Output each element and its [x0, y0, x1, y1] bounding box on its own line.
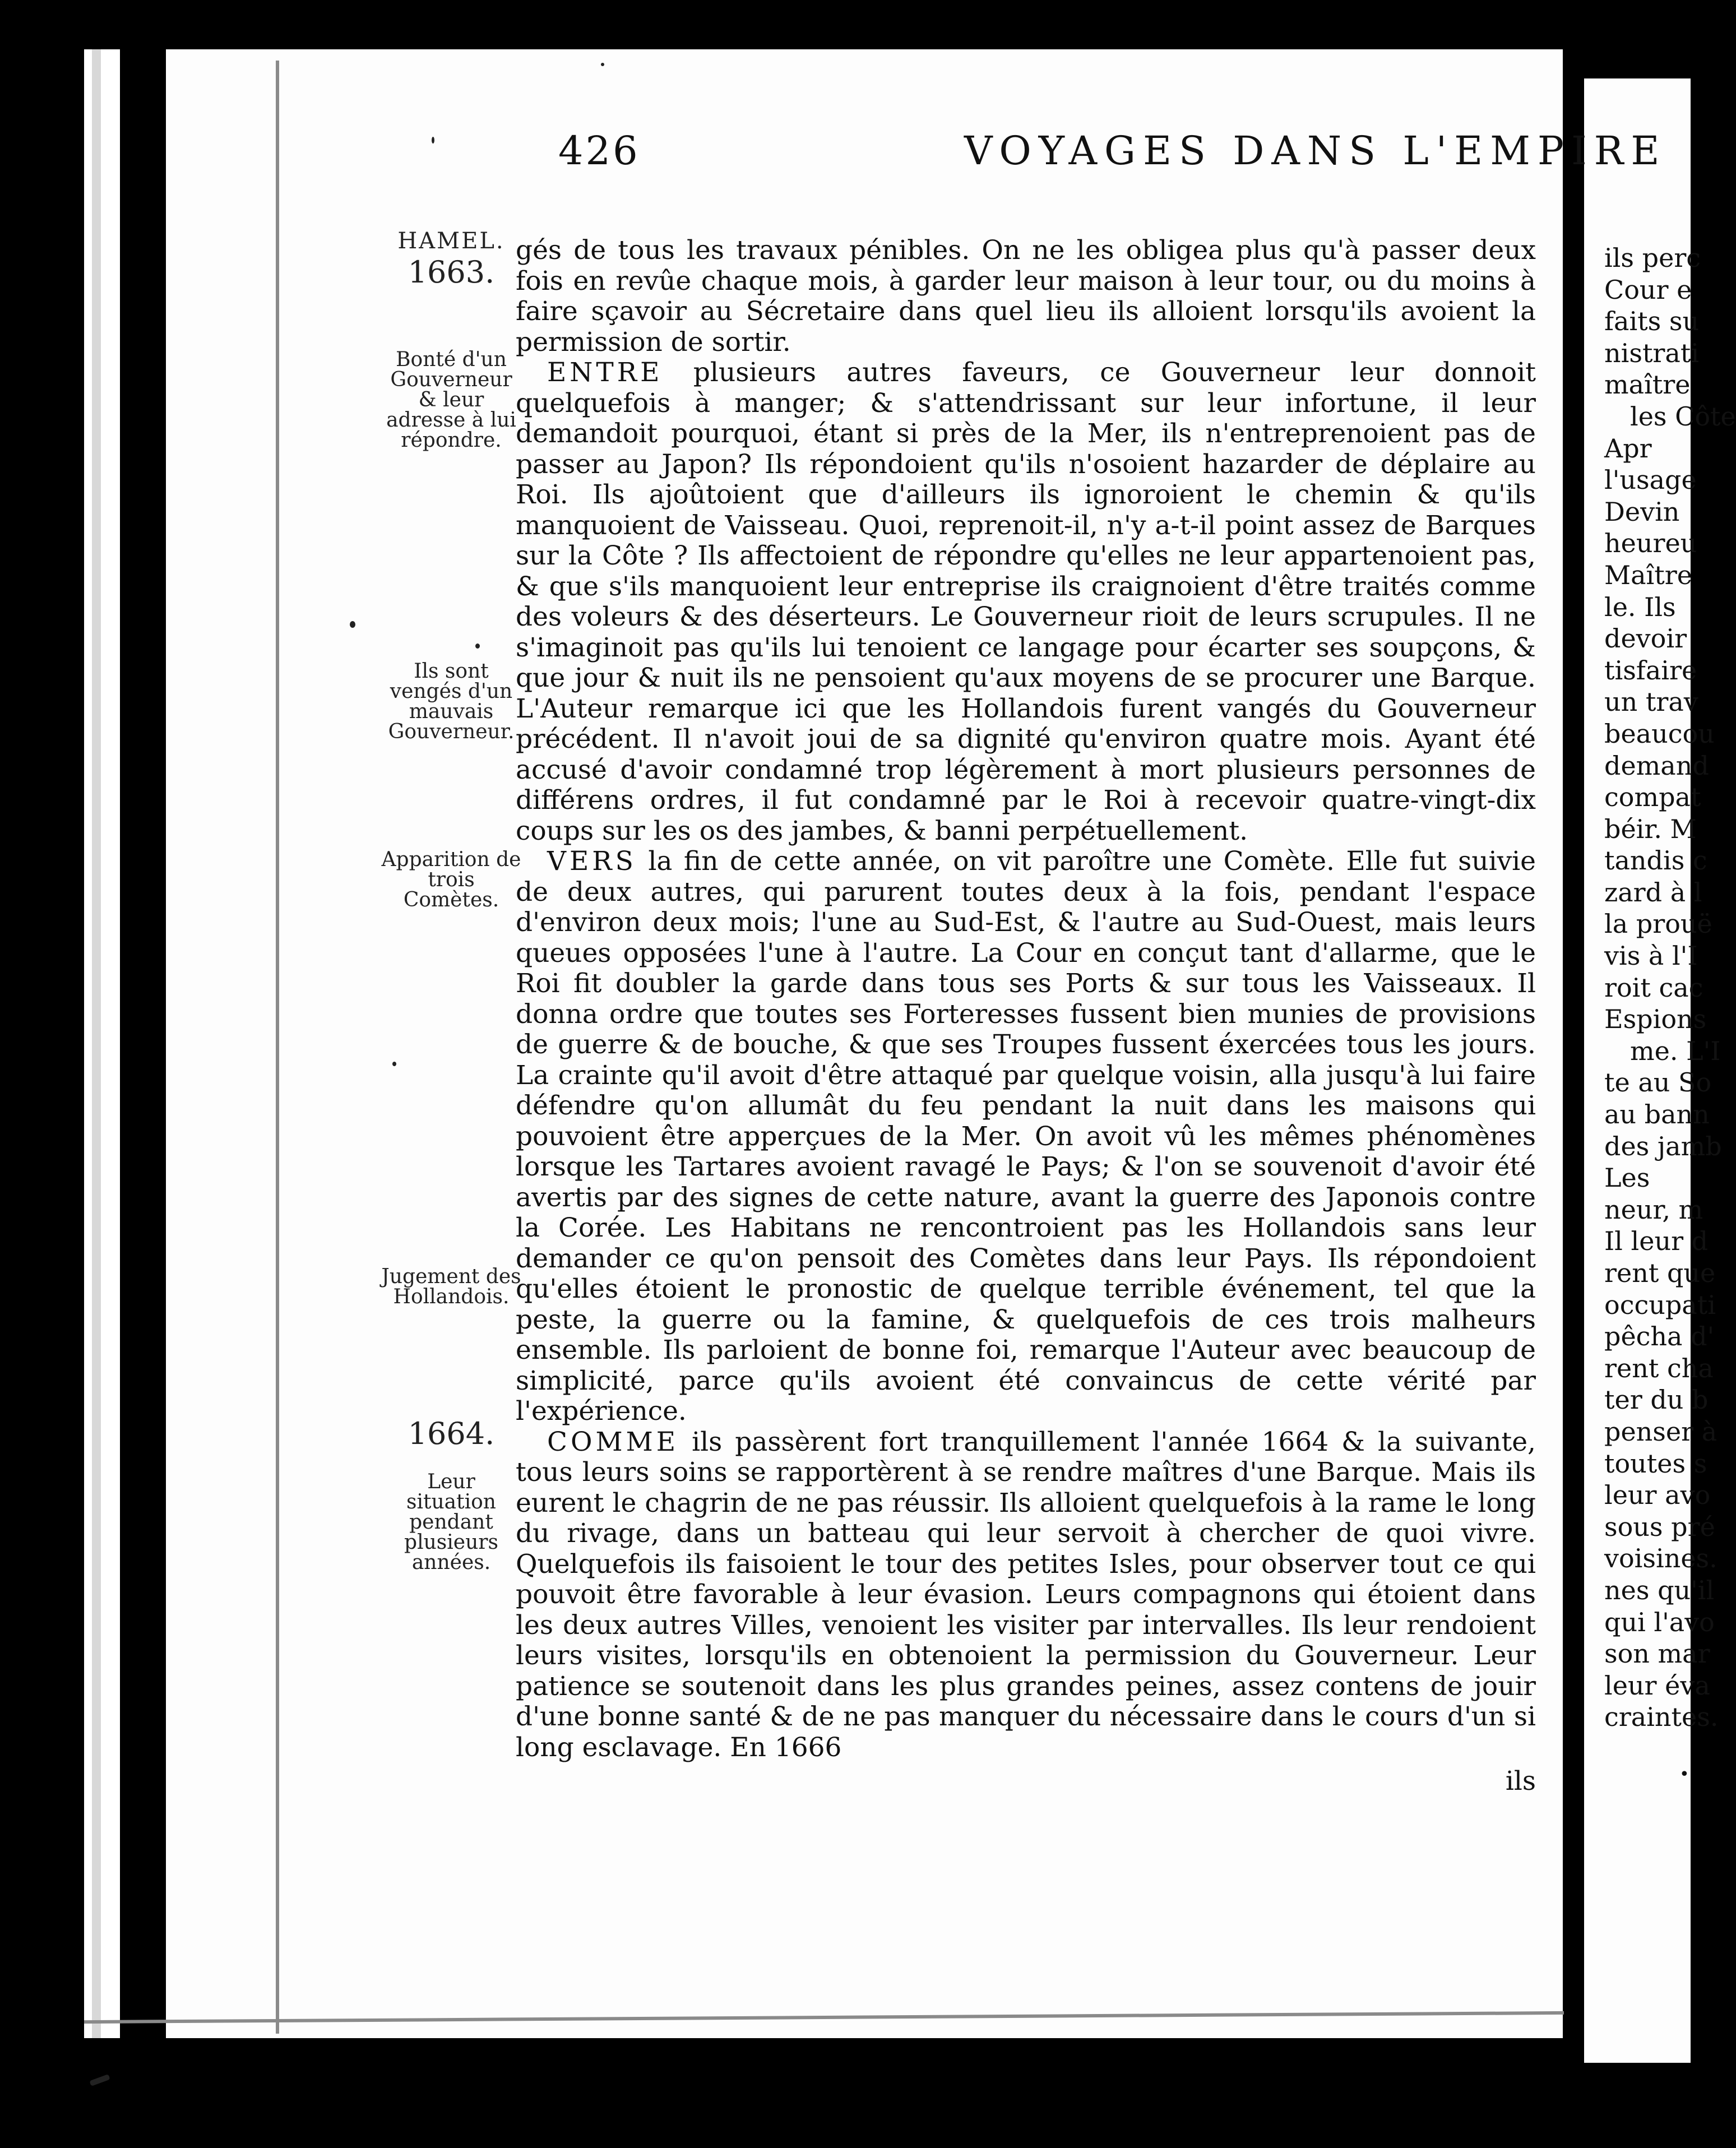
facing-page-line: leur éva: [1604, 1670, 1710, 1701]
margin-note-situation: Leur situation pendant plusieurs années.: [404, 1470, 498, 1574]
facing-page-line: vis à l'I: [1604, 941, 1698, 971]
facing-page-line: un trav: [1604, 687, 1698, 717]
facing-page-line: penser à: [1604, 1416, 1718, 1447]
body-text: [516, 235, 1536, 1797]
facing-page-line: beaucou: [1604, 718, 1715, 749]
facing-page-lines: [1604, 242, 1736, 1733]
facing-page-line: Devin: [1604, 496, 1680, 527]
facing-page-line: Maître: [1604, 559, 1692, 590]
margin-note-jugement: Jugement des Hollandois.: [381, 1265, 521, 1308]
facing-page-line: toutes s: [1604, 1448, 1707, 1479]
ink-speck: [601, 63, 604, 66]
facing-page-line: pêcha d': [1604, 1321, 1715, 1352]
paragraph-4-lead: COMME: [547, 1426, 679, 1457]
ink-speck: [89, 2074, 110, 2086]
facing-page-line: rent cha: [1604, 1353, 1714, 1383]
paragraph-1: gés de tous les travaux pénibles. On ne les obligea plus qu'à passer deux fois en revûe chaque mois, à garder leur maison à leur tour, ou du moins à faire sçavoir au Sécretaire dans quel lieu ils alloient lorsqu'ils avoient la permission de sortir.: [516, 235, 1536, 358]
paragraph-4: [516, 1427, 1536, 1763]
facing-page-line: occupati: [1604, 1289, 1716, 1320]
facing-page-line: nes qu'il: [1604, 1575, 1715, 1605]
facing-page-line: Espions: [1604, 1004, 1707, 1035]
facing-page-line: compat: [1604, 782, 1701, 813]
facing-page-line: tisfaire: [1604, 655, 1697, 686]
margin-note-apparition: Apparition de trois Comètes.: [381, 848, 521, 911]
facing-page-line: le. Ils: [1604, 591, 1676, 622]
margin-note-bonte: Bonté d'un Gouverneur & leur adresse à lui répondre.: [386, 348, 516, 452]
facing-page-line: heureu: [1604, 528, 1697, 559]
gutter-line: [276, 61, 279, 2034]
margin-year-1664: 1664.: [408, 1416, 495, 1451]
previous-page-edge: [84, 49, 120, 2038]
facing-page-line: me. L'I: [1630, 1035, 1721, 1066]
facing-page-line: leur avo: [1604, 1480, 1711, 1511]
facing-page-line: maître: [1604, 369, 1691, 400]
paragraph-2: [516, 358, 1536, 846]
facing-page-line: nistrati: [1604, 337, 1700, 368]
facing-page-line: craintes.: [1604, 1702, 1719, 1733]
facing-page-line: ils perc: [1604, 243, 1701, 273]
facing-page-line: rent que: [1604, 1258, 1716, 1288]
page-number: 426: [558, 128, 640, 174]
ink-speck: [475, 644, 480, 649]
facing-page-line: Apr: [1604, 433, 1652, 464]
facing-page-line: son mar: [1604, 1638, 1710, 1669]
margin-note-venges: Ils sont vengés d'un mauvais Gouverneur.: [388, 660, 515, 743]
facing-page-line: ter du b: [1604, 1385, 1709, 1415]
facing-page-line: voisines.: [1604, 1543, 1718, 1574]
running-head: [392, 128, 1667, 184]
facing-page-line: béir. M: [1604, 813, 1697, 844]
facing-page-line: les Côte: [1630, 401, 1736, 432]
paragraph-3-text: la fin de cette année, on vit paroître une Comète. Elle fut suivie de deux autres, qui parurent toutes deux à la fois, pendant l'espace d'environ deux mois; l'une au Sud-Est, & l'autre au Sud-Ouest, mais leurs queues opposées l'une à l'autre. La Cour en conçut tant d'allarme, que le Roi fit doubler la garde dans tous ses Ports & sur tous les Vaisseaux. Il donna ordre que toutes ses Forteresses fussent bien munies de provisions de guerre & de bouche, & que ses Troupes fussent éxercées tous les jours. La crainte qu'il avoit d'être attaqué par quelque voisin, alla jusqu'à lui faire défendre qu'on allumât du feu pendant la nuit dans les maisons qui pouvoient être apperçues de la Mer. On avoit vû les mêmes phénomènes lorsque les Tartares avoient ravagé le Pays; & l'on se souvenoit d'avoir été avertis par des signes de cette nature, avant la guerre des Japonois contre la Corée. Les Habitans ne rencontroient pas les Hollandois sans leur demander ce qu'on pensoit des Comètes dans leur Pays. Ils répondoient qu'elles étoient le pronostic de quelque terrible événement, tel que la peste, la guerre ou la famine, & quelquefois de ces trois malheurs ensemble. Ils parloient de bonne foi, remarque l'Auteur avec beaucoup de simplicité, parce qu'ils avoient été convaincus de cette vérité par l'expérience.: [516, 846, 1536, 1427]
margin-year-1663: 1663.: [408, 254, 495, 290]
catchword: ils: [1505, 1766, 1536, 1797]
facing-page-line: roit cac: [1604, 972, 1703, 1003]
facing-page-line: devoir: [1604, 623, 1687, 654]
facing-page-line: zard à l: [1604, 877, 1702, 908]
paragraph-3: [516, 846, 1536, 1427]
facing-page-line: Il leur d: [1604, 1226, 1709, 1257]
ink-speck: [350, 621, 355, 628]
paragraph-4-text: ils passèrent fort tranquillement l'année 1664 & la suivante, tous leurs soins se rapportèrent à se rendre maîtres d'une Barque. Mais ils eurent le chagrin de ne pas réussir. Ils alloient quelquefois à la rame le long du rivage, dans un batteau qui leur servoit à chercher de quoi vivre. Quelquefois ils faisoient le tour des petites Isles, pour observer tout ce qui pouvoit être favorable à leur évasion. Leurs compagnons qui étoient dans les deux autres Villes, venoient les visiter par intervalles. Ils leur rendoient leurs visites, lorsqu'ils en obtenoient la permission du Gouverneur. Leur patience se soutenoit dans les plus grandes peines, assez contens de jouir d'une bonne santé & de ne pas manquer du nécessaire dans le cours d'un si long esclavage. En 1666: [516, 1426, 1536, 1763]
facing-page-line: l'usage: [1604, 465, 1697, 496]
facing-page-line: demand: [1604, 750, 1709, 781]
paragraph-2-lead: ENTRE: [547, 357, 663, 388]
paragraph-2-text: plusieurs autres faveurs, ce Gouverneur leur donnoit quelquefois à manger; & s'attendrissant sur leur infortune, il leur demandoit pourquoi, étant si près de la Mer, ils n'entreprenoient pas de passer au Japon? Ils répondoient qu'ils n'osoient hazarder de déplaire au Roi. Ils ajoûtoient que d'ailleurs ils ignoroient le chemin & qu'ils manquoient de Vaisseau. Quoi, reprenoit-il, n'y a-t-il point assez de Barques sur la Côte ? Ils affectoient de répondre qu'elles ne leur appartenoient pas, & que s'ils manquoient leur entreprise ils craignoient d'être traités comme des voleurs & des déserteurs. Le Gouverneur rioit de leurs scrupules. Il ne s'imaginoit pas qu'ils lui tenoient ce langage pour écarter ses soupçons, & que jour & nuit ils ne pensoient qu'aux moyens de se procurer une Barque. L'Auteur remarque ici que les Hollandois furent vangés du Gouverneur précédent. Il n'avoit joui de sa dignité qu'environ quatre mois. Ayant été accusé d'avoir condamné trop légèrement à mort plusieurs personnes de différens ordres, il fut condamné par le Roi à recevoir quatre-vingt-dix coups sur les os des jambes, & banni perpétuellement.: [516, 357, 1536, 846]
ink-speck: [392, 1062, 396, 1066]
ink-speck: [432, 137, 434, 143]
facing-page-line: des jamb: [1604, 1131, 1722, 1161]
facing-page-line: Les: [1604, 1163, 1650, 1193]
facing-page-line: qui l'avo: [1604, 1607, 1715, 1637]
facing-page-line: te au So: [1604, 1067, 1712, 1098]
facing-page-line: tandis c: [1604, 845, 1707, 876]
facing-page-speck: •: [1679, 1765, 1689, 1784]
margin-author: HAMEL.: [397, 228, 505, 254]
facing-page-line: la prouë: [1604, 909, 1712, 939]
facing-page-fragment: [1584, 78, 1736, 2063]
facing-page-line: neur, m: [1604, 1194, 1703, 1225]
running-title: VOYAGES DANS L'EMPIRE: [964, 128, 1667, 174]
facing-page-line: Cour e: [1604, 274, 1692, 305]
facing-page-line: faits su: [1604, 306, 1700, 337]
facing-page-line: sous pré: [1604, 1511, 1715, 1542]
paragraph-3-lead: VERS: [547, 846, 637, 877]
facing-page-line: au bann: [1604, 1099, 1710, 1130]
